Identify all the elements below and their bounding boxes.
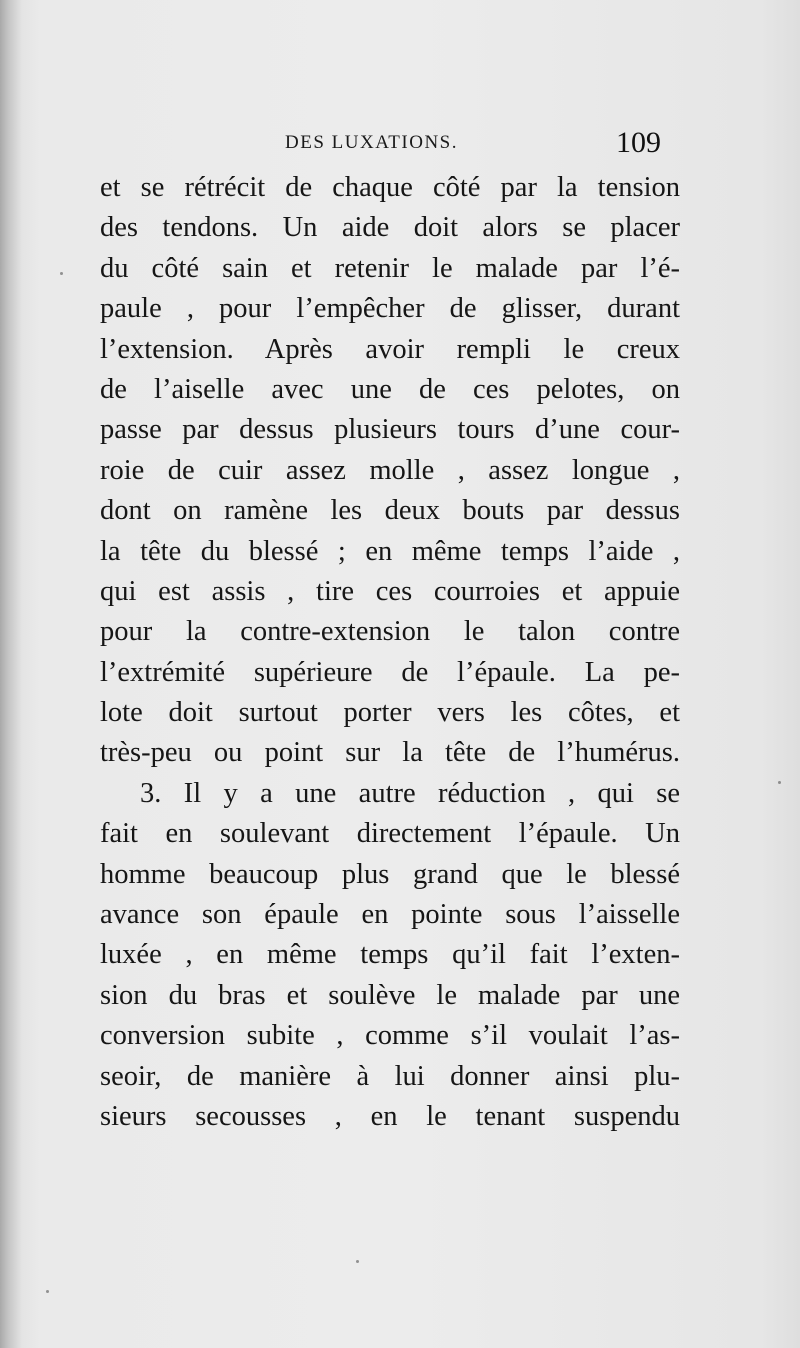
page-header [0, 126, 800, 164]
page-number: 109 [616, 126, 661, 159]
text-line: et se rétrécit de chaque côté par la tension [100, 172, 680, 203]
text-line: fait en soulevant directement l’épaule. Un [100, 818, 680, 850]
paper-speck [356, 1260, 359, 1263]
text-line: sion du bras et soulève le malade par une [100, 979, 680, 1011]
text-line: homme beaucoup plus grand que le blessé [100, 858, 680, 890]
text-line: lote doit surtout porter vers les côtes, et [100, 697, 680, 729]
text-line: roie de cuir assez molle , assez longue , [100, 454, 680, 486]
text-line: de l’aiselle avec une de ces pelotes, on [100, 373, 680, 405]
text-line: des tendons. Un aide doit alors se placer [100, 212, 680, 244]
text-line: luxée , en même temps qu’il fait l’exten- [100, 939, 680, 971]
paper-speck [46, 1290, 49, 1293]
text-line: pour la contre-extension le talon contre [100, 616, 680, 648]
paper-speck [778, 781, 781, 784]
text-line: sieurs secousses , en le tenant suspendu [100, 1100, 680, 1132]
paper-speck [60, 272, 63, 275]
text-line: seoir, de manière à lui donner ainsi plu- [100, 1060, 680, 1092]
text-line: très-peu ou point sur la tête de l’humérus. [100, 737, 680, 769]
text-line: qui est assis , tire ces courroies et appuie [100, 575, 680, 607]
text-line: paule , pour l’empêcher de glisser, durant [100, 293, 680, 325]
text-line: passe par dessus plusieurs tours d’une cour- [100, 414, 680, 446]
text-line: l’extension. Après avoir rempli le creux [100, 333, 680, 365]
body-text [100, 168, 680, 1137]
text-line: la tête du blessé ; en même temps l’aide , [100, 535, 680, 567]
text-line: l’extrémité supérieure de l’épaule. La pe- [100, 656, 680, 688]
text-line: du côté sain et retenir le malade par l’é- [100, 252, 680, 284]
paragraph-start-line: 3. Il y a une autre réduction , qui se [140, 777, 680, 809]
text-line: conversion subite , comme s’il voulait l’as- [100, 1020, 680, 1052]
text-line: dont on ramène les deux bouts par dessus [100, 495, 680, 527]
running-title: DES LUXATIONS. [285, 132, 458, 153]
text-line: avance son épaule en pointe sous l’aisselle [100, 899, 680, 931]
